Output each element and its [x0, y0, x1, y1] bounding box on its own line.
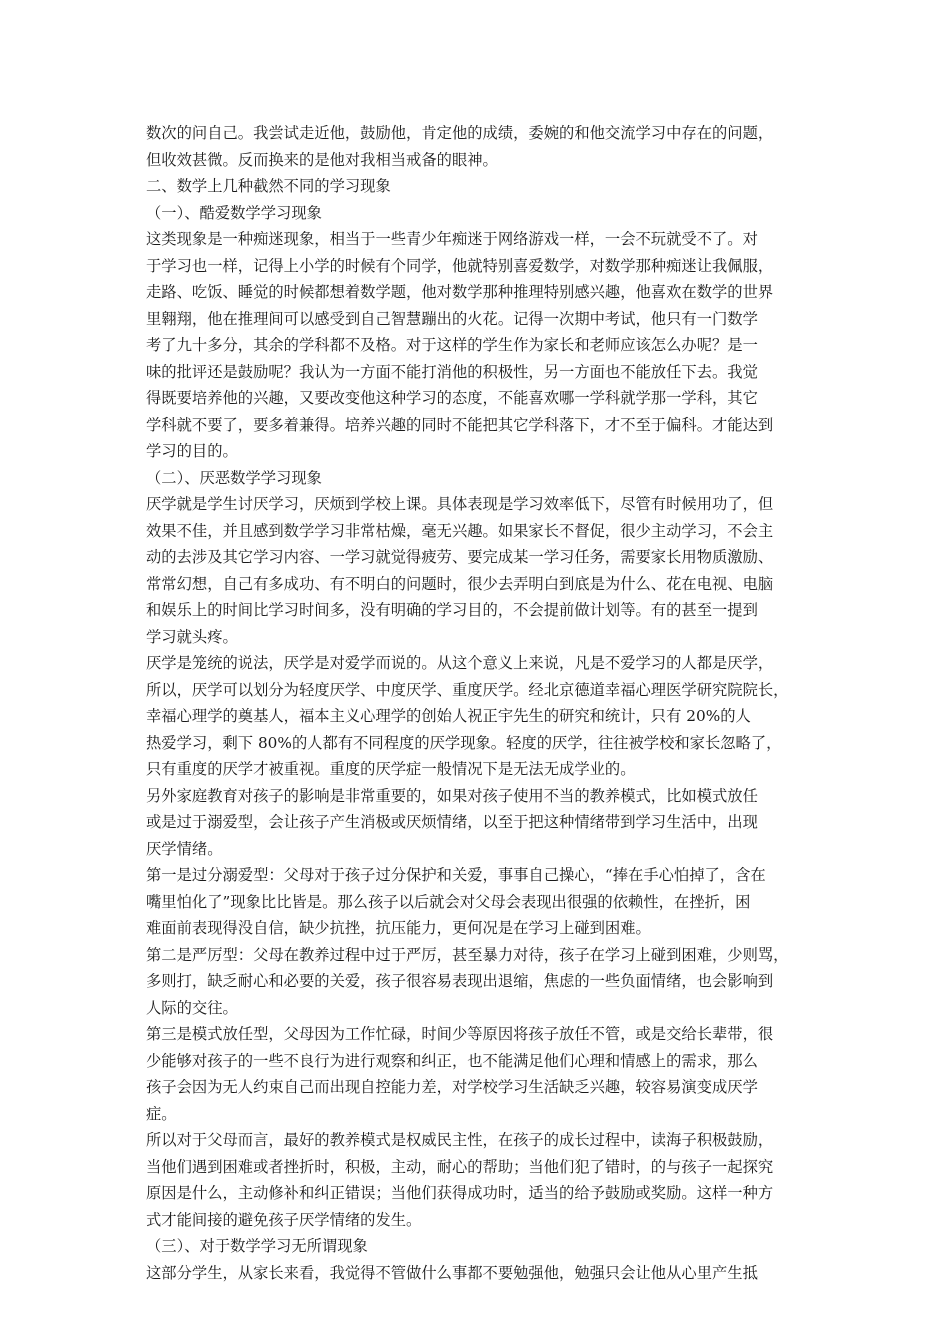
text-line: 动的去涉及其它学习内容、一学习就觉得疲劳、要完成某一学习任务，需要家长用物质激励、 [146, 548, 774, 566]
text-line: 难面前表现得没自信，缺少抗挫，抗压能力，更何况是在学习上碰到困难。 [146, 919, 651, 937]
text-line: （一）、酷爱数学学习现象 [146, 203, 322, 222]
text-line: 考了九十多分，其余的学科都不及格。对于这样的学生作为家长和老师应该怎么办呢？是一 [146, 336, 758, 354]
text-line: 第一是过分溺爱型：父母对于孩子过分保护和关爱，事事自己操心，“捧在手心怕掉了，含在 [146, 866, 766, 884]
text-line: 所以，厌学可以划分为轻度厌学、中度厌学、重度厌学。经北京德道幸福心理医学研究院院长， [146, 680, 789, 699]
text-line: （三）、对于数学学习无所谓现象 [146, 1237, 368, 1255]
text-line: 效果不佳，并且感到数学学习非常枯燥，毫无兴趣。如果家长不督促，很少主动学习，不会主 [146, 521, 774, 540]
paragraph [146, 650, 818, 783]
text-line: 厌学情绪。 [146, 839, 223, 858]
text-line: 走路、吃饭、睡觉的时候都想着数学题，他对数学那种推理特别感兴趣，他喜欢在数学的世界 [146, 283, 774, 301]
text-line: 多则打，缺乏耐心和必要的关爱，孩子很容易表现出退缩，焦虑的一些负面情绪，也会影响到 [146, 972, 774, 990]
text-line: 症。 [146, 1104, 177, 1123]
paragraph [146, 783, 818, 863]
paragraph [146, 1260, 818, 1287]
text-line: 厌学就是学生讨厌学习，厌烦到学校上课。具体表现是学习效率低下，尽管有时候用功了，但 [146, 495, 774, 513]
text-line: 孩子会因为无人约束自己而出现自控能力差，对学校学习生活缺乏兴趣，较容易演变成厌学 [146, 1078, 758, 1096]
paragraph [146, 120, 818, 173]
section-heading [146, 1233, 818, 1260]
text-line: 或是过于溺爱型，会让孩子产生消极或厌烦情绪，以至于把这种情绪带到学习生活中，出现 [146, 813, 758, 831]
text-line: 幸福心理学的奠基人，福本主义心理学的创始人祝正宇先生的研究和统计，只有 20%的人 [146, 707, 751, 725]
text-line: 数次的问自己。我尝试走近他，鼓励他，肯定他的成绩，委婉的和他交流学习中存在的问题， [146, 124, 774, 142]
text-line: 学习的目的。 [146, 442, 238, 460]
paragraph [146, 1127, 818, 1233]
paragraph [146, 226, 818, 465]
text-line: 第三是模式放任型，父母因为工作忙碌，时间少等原因将孩子放任不管，或是交给长辈带，很 [146, 1025, 774, 1043]
paragraph [146, 491, 818, 650]
text-line: 嘴里怕化了”现象比比皆是。那么孩子以后就会对父母会表现出很强的依赖性，在挫折，困 [146, 892, 751, 911]
text-line: 热爱学习，剩下 80%的人都有不同程度的厌学现象。轻度的厌学，往往被学校和家长忽略了， [146, 733, 782, 752]
paragraph [146, 862, 818, 942]
section-heading [146, 173, 818, 200]
text-line: 所以对于父母而言，最好的教养模式是权威民主性，在孩子的成长过程中，读海子积极鼓励， [146, 1131, 774, 1149]
text-line: 这部分学生，从家长来看，我觉得不管做什么事都不要勉强他，勉强只会让他从心里产生抵 [146, 1263, 758, 1282]
text-line: 学习就头疼。 [146, 627, 238, 646]
text-line: 第二是严厉型：父母在教养过程中过于严厉，甚至暴力对待，孩子在学习上碰到困难，少则骂， [146, 945, 789, 964]
paragraph [146, 1021, 818, 1127]
text-line: 于学习也一样，记得上小学的时候有个同学，他就特别喜爱数学，对数学那种痴迷让我佩服， [146, 256, 774, 275]
text-line: 学科就不要了，要多着兼得。培养兴趣的同时不能把其它学科落下，才不至于偏科。才能达到 [146, 415, 774, 434]
text-line: 里翱翔，他在推理间可以感受到自己智慧蹦出的火花。记得一次期中考试，他只有一门数学 [146, 309, 758, 328]
text-line: 常常幻想，自己有多成功、有不明白的问题时，很少去弄明白到底是为什么、花在电视、电脑 [146, 574, 774, 593]
text-line: 少能够对孩子的一些不良行为进行观察和纠正，也不能满足他们心理和情感上的需求，那么 [146, 1051, 758, 1070]
text-line: （二）、厌恶数学学习现象 [146, 468, 322, 487]
text-line: 只有重度的厌学才被重视。重度的厌学症一般情况下是无法无成学业的。 [146, 760, 636, 778]
section-heading [146, 200, 818, 227]
text-line: 式才能间接的避免孩子厌学情绪的发生。 [146, 1210, 422, 1229]
text-line: 味的批评还是鼓励呢？我认为一方面不能打消他的积极性，另一方面也不能放任下去。我觉 [146, 362, 758, 381]
text-line: 这类现象是一种痴迷现象，相当于一些青少年痴迷于网络游戏一样，一会不玩就受不了。对 [146, 230, 758, 248]
document-body [146, 120, 818, 1286]
text-line: 当他们遇到困难或者挫折时，积极，主动，耐心的帮助；当他们犯了错时，的与孩子一起探究 [146, 1157, 774, 1176]
section-heading [146, 465, 818, 492]
text-line: 另外家庭教育对孩子的影响是非常重要的，如果对孩子使用不当的教养模式，比如模式放任 [146, 786, 758, 805]
text-line: 得既要培养他的兴趣，又要改变他这种学习的态度，不能喜欢哪一学科就学那一学科，其它 [146, 389, 758, 407]
text-line: 和娱乐上的时间比学习时间多，没有明确的学习目的，不会提前做计划等。有的甚至一提到 [146, 601, 758, 619]
text-line: 原因是什么，主动修补和纠正错误；当他们获得成功时，适当的给予鼓励或奖励。这样一种方 [146, 1184, 774, 1202]
text-line: 但收效甚微。反而换来的是他对我相当戒备的眼神。 [146, 150, 498, 169]
paragraph [146, 942, 818, 1022]
text-line: 厌学是笼统的说法，厌学是对爱学而说的。从这个意义上来说，凡是不爱学习的人都是厌学， [146, 654, 774, 672]
text-line: 二、数学上几种截然不同的学习现象 [146, 177, 391, 195]
text-line: 人际的交往。 [146, 998, 238, 1017]
